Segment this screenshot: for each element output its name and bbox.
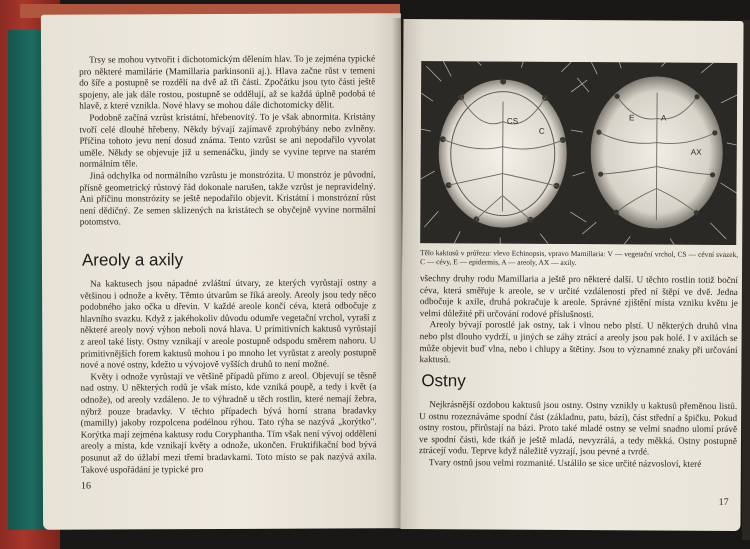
figure-label-ax: AX xyxy=(690,147,702,157)
paragraph: Trsy se mohou vytvořit i dichotomickým dělením hlav. To je zejména typické pro některé mamilárie (Mamillaria parkinsonii aj.). Hlava začne růst v temeni do šíře a postupně se rozdělí na dvě až tři části. Zpočátku jsou tyto části ještě spojeny, ale jak dále rostou, postupně se oddělují, až se každá úplně podobá té hlavě, z které vznikla. Nové hlavy se mohou dále dichotomicky dělit. xyxy=(79,53,376,111)
section-heading: Areoly a axily xyxy=(81,250,184,270)
figure-label-a: A xyxy=(660,113,667,123)
right-section-text xyxy=(419,399,737,471)
page-stack-edge xyxy=(742,20,750,540)
cactus-cross-section-illustration xyxy=(420,61,737,245)
figure-label-c: C xyxy=(538,126,545,136)
figure-label-e: E xyxy=(628,113,635,123)
right-top-text xyxy=(419,273,738,368)
right-page xyxy=(400,19,743,531)
left-page xyxy=(41,13,403,530)
paragraph: Jiná odchylka od normálního vzrůstu je monstrózita. U monstróz je původní, přísně geometrický růstový řád dokonale narušen, takže vzrůst je nepravidelný. Ani příčinu monstrózity se ještě nepodařilo objevit. Kristátní i monstrózní růst není dědičný. Ze semen sklizených na kristátech se obyčejně vyvine normální potomstvo. xyxy=(79,169,376,227)
paragraph: Podobně začíná vzrůst kristátní, hřebenovitý. To je však abnormita. Kristány tvoří celé dlouhé hřebeny. Někdy bývají zajímavě zprohýbány nebo zvlněny. Příčina tohoto jevu není dosud známa. Tento vzrůst se ani nepodařilo vyvolat uměle. Někdy se objevuje již u semenáčku, jindy se vyvine teprve na starém normálním těle. xyxy=(79,111,376,169)
page-number: 17 xyxy=(718,496,729,508)
left-top-text xyxy=(79,53,376,228)
paragraph: Na kaktusech jsou nápadné zvláštní útvary, ze kterých vyrůstají ostny a většinou i odnože a květy. Těmto útvarům se říká areoly. Areoly jsou tedy něco podobného jako očka u dřevin. V každé areole končí céva, která odbočuje z hlavního svazku. Když z jakéhokoliv důvodu odumře vegetační vrchol, vyraší z některé areoly nový výhon neboli nová hlava. U primitivních kaktusů vyrůstají z areol také listy. Ostny vznikají v areole postupně odspodu směrem nahoru. U primitivnějších forem kaktusů mohou i po mnoho let vyrůstat z areoly postupně nové a nové ostny, kdežto u vývojově vyšších druhů to není možné. xyxy=(80,277,377,370)
figure-caption: Tělo kaktusů v průřezu: vlevo Echinopsis, vpravo Mamillaria: V — vegetační vrchol, CS — cévní svazek, C — cévy, E — epidermis, A — areoly, AX — axily. xyxy=(420,248,739,268)
paragraph: Tvary ostnů jsou velmi rozmanité. Ustálilo se sice určité názvosloví, které xyxy=(428,457,702,469)
left-section-text xyxy=(80,277,377,475)
cactus-cross-section-figure xyxy=(420,61,737,245)
figure-label-cs: CS xyxy=(506,116,519,126)
paragraph: Květy i odnože vyrůstají ve většině případů přímo z areol. Objevují se těsně nad ostny. U některých rodů je však místo, kde vzniká poupě, a tedy i květ (a odnože), od areoly vzdáleno. Je to výhradně u těch rostlin, které nemají žebra, nýbrž pouze bradavky. V těchto případech bývá horní strana bradavky (mamilly) jakoby rozpolcena podélnou rýhou. Tato rýha se nazývá „korýtko". Korýtka mají zejména kaktusy rodu Coryphantha. Tím však není vývoj oddělení areoly a místa, kde vznikají květy a odnože, ukončen. Fruktifikační bod bývá posunut až do úžlabí mezi třemi bradavkami. Toto místo se pak nazývá axila. Takové uspořádání je typické pro xyxy=(80,370,377,475)
paragraph: Areoly bývají porostlé jak ostny, tak i vlnou nebo plstí. U některých druhů vlna nebo plst dlouho vydrží, u jiných se záhy ztrácí a areoly jsou pak holé. I v axilách se může objevit buď vlna, nebo i chlupy a štětiny. Jsou to významné znaky při určování kaktusů. xyxy=(419,319,738,365)
paragraph: Nejkrásnější ozdobou kaktusů jsou ostny. Ostny vznikly u kaktusů přeměnou listů. U ostnu rozeznáváme spodní část (základnu, patu, bázi), část střední a špičku. Pokud ostny rostou, přirůstají na bázi. Proto také mladé ostny se velmi snadno ulomí právě ve spodní části, kde tkáň je ještě mladá, nevyzrálá, a tedy měkká. Ostny postupně ztrácejí vodu. Teprve když náležitě vyzrají, jsou pevné a tvrdé. xyxy=(418,399,738,457)
section-heading: Ostny xyxy=(421,371,466,391)
page-number: 16 xyxy=(80,480,91,492)
paragraph: všechny druhy rodu Mamillaria a ještě pro některé další. U těchto rostlin totiž boční céva, která směřuje k areole, se v určité vzdálenosti před ní štěpí ve dvě. Jedna odbočuje k axile, druhá pokračuje k areole. Správné zjištění místa vzniku květu je velmi důležité při určování rodové příslušnosti. xyxy=(419,273,739,319)
figure-label-v: V xyxy=(505,70,511,80)
